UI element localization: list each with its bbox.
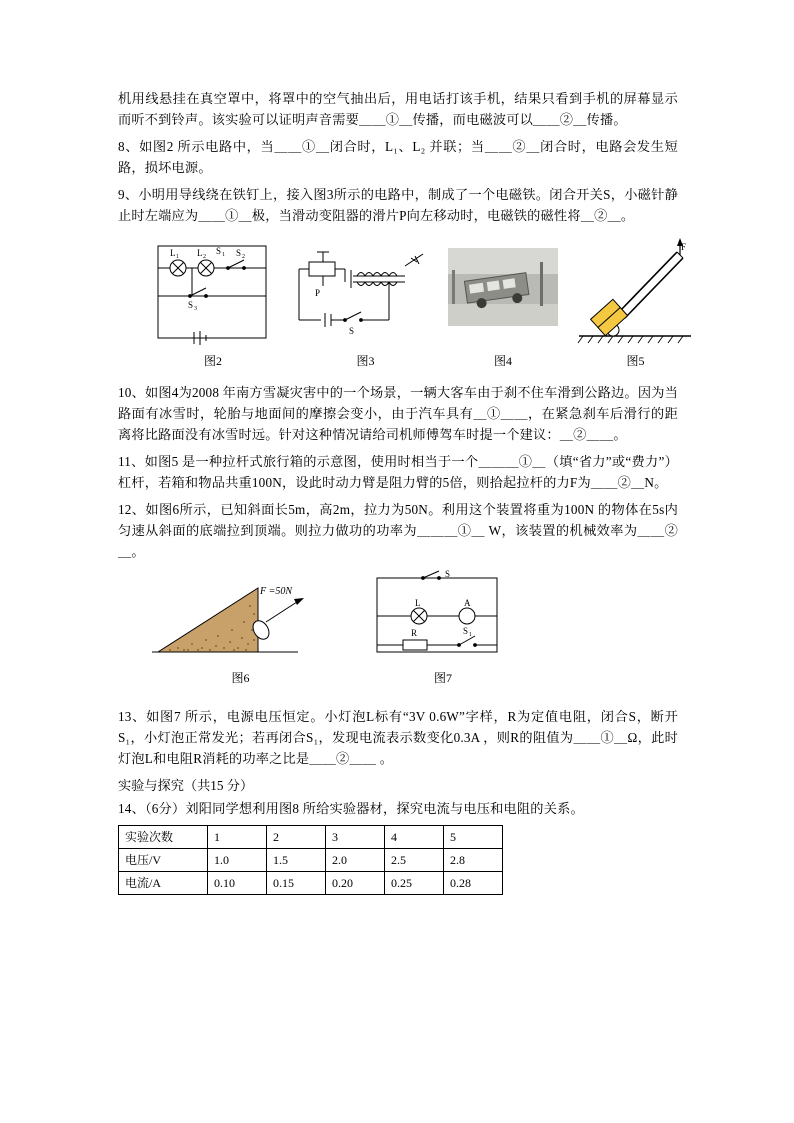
document-content	[118, 88, 687, 895]
table-cell: 2.0	[326, 849, 385, 872]
table-cell: 4	[385, 826, 444, 849]
table-cell: 2.5	[385, 849, 444, 872]
table-cell: 0.15	[267, 872, 326, 895]
figure-7-label-S: S	[445, 570, 451, 579]
svg-text:2: 2	[203, 254, 206, 260]
table-row-header: 电流/A	[119, 872, 208, 895]
figure-4-photo-bus	[448, 248, 558, 326]
figure-5-suitcase-lever	[573, 238, 698, 353]
figure-6-label-F: F =50N	[260, 586, 293, 597]
figure-7-label-R: R	[411, 628, 418, 638]
figure-3-electromagnet	[293, 238, 438, 353]
svg-text:1: 1	[222, 252, 225, 258]
experiment-data-table	[118, 825, 503, 895]
figure-5-caption: 图5	[626, 354, 645, 368]
paragraph-q8: 8、如图2 所示电路中，当＿＿①＿闭合时，L₁、L₂ 并联；当＿＿②＿闭合时，电路会发生短路，损坏电源。	[118, 139, 678, 175]
table-cell: 0.25	[385, 872, 444, 895]
svg-text:1: 1	[176, 254, 179, 260]
svg-text:1: 1	[469, 632, 472, 638]
figure-5-label-F: F	[681, 242, 687, 252]
figure-4-caption: 图4	[493, 354, 512, 368]
figure-7-caption: 图7	[433, 671, 452, 685]
table-cell: 0.20	[326, 872, 385, 895]
figure-7-circuit	[363, 570, 523, 670]
figure-6-inclined-plane	[148, 570, 333, 670]
table-row-header: 电压/V	[119, 849, 208, 872]
figure-3-caption: 图3	[356, 354, 375, 368]
figure-7-label-L: L	[415, 598, 421, 608]
paragraph-q10: 10、如图4为2008 年南方雪凝灾害中的一个场景，一辆大客车由于刹不住车滑到公路边。因为当路面有冰雪时，轮胎与地面间的摩擦会变小，由于汽车具有＿①＿＿，在紧急刹车后滑行的距离将比路面没有冰雪时远。针对这种情况请给司机师傅驾车时提一个建议：＿②＿＿。	[118, 385, 678, 442]
figure-2-label-S2: S	[236, 248, 242, 258]
figure-2-label-L1: L	[170, 248, 176, 258]
svg-text:3: 3	[194, 306, 197, 312]
table-row-header: 实验次数	[119, 826, 208, 849]
table-cell: 2.8	[444, 849, 503, 872]
figure-3-label-P: P	[315, 288, 321, 298]
paragraph-q12: 12、如图6所示，已知斜面长5m，高2m，拉力为50N。利用这个装置将重为100N 的物体在5s内匀速从斜面的底端拉到顶端。则拉力做功的功率为＿＿＿①＿ W，该装置的机械效率为＿＿②＿。	[118, 502, 678, 559]
table-cell: 5	[444, 826, 503, 849]
table-cell: 3	[326, 826, 385, 849]
figure-2-label-L2: L	[197, 248, 203, 258]
figure-2-caption: 图2	[203, 354, 222, 368]
figure-2-circuit	[148, 238, 278, 353]
figure-2-label-S3: S	[188, 300, 194, 310]
svg-text:2: 2	[242, 254, 245, 260]
paragraph-q9: 9、小明用导线绕在铁钉上，接入图3所示的电路中，制成了一个电磁铁。闭合开关S，小磁针静止时左端应为＿＿①＿极，当滑动变阻器的滑片P向左移动时，电磁铁的磁性将＿②＿。	[118, 187, 678, 223]
figure-7-label-S1: S	[463, 626, 469, 636]
table-cell: 0.10	[208, 872, 267, 895]
table-cell: 0.28	[444, 872, 503, 895]
paragraph-q13: 13、如图7 所示，电源电压恒定。小灯泡L标有“3V 0.6W”字样，R为定值电阻，闭合S，断开S₁，小灯泡正常发光；若再闭合S₁，发现电流表示数变化0.3A ，则R的阻值为＿＿①＿Ω，此时灯泡L和电阻R消耗的功率之比是＿＿②＿＿ 。	[118, 709, 678, 766]
figure-3-label-S: S	[349, 326, 355, 336]
table-row	[119, 849, 503, 872]
table-row	[119, 872, 503, 895]
table-cell: 2	[267, 826, 326, 849]
figure-row-1	[118, 238, 687, 378]
paragraph-q14: 14、（6分）刘阳同学想利用图8 所给实验器材，探究电流与电压和电阻的关系。	[118, 801, 584, 816]
table-row	[119, 826, 503, 849]
figure-row-2	[118, 570, 678, 700]
figure-7-label-A: A	[464, 598, 471, 608]
table-cell: 1	[208, 826, 267, 849]
table-cell: 1.5	[267, 849, 326, 872]
figure-6-caption: 图6	[231, 671, 250, 685]
figure-2-label-S1: S	[216, 246, 222, 256]
paragraph-q7-continuation: 机用线悬挂在真空罩中，将罩中的空气抽出后，用电话打该手机，结果只看到手机的屏幕显示而听不到铃声。该实验可以证明声音需要＿＿①＿传播，而电磁波可以＿＿②＿传播。	[118, 91, 678, 127]
section-title-experiments: 实验与探究（共15 分）	[118, 778, 254, 793]
paragraph-q11: 11、如图5 是一种拉杆式旅行箱的示意图，使用时相当于一个＿＿＿①＿（填“省力”或“费力”）杠杆，若箱和物品共重100N，设此时动力臂是阻力臂的5倍，则拾起拉杆的力F为＿＿②＿N。	[118, 454, 678, 490]
table-cell: 1.0	[208, 849, 267, 872]
